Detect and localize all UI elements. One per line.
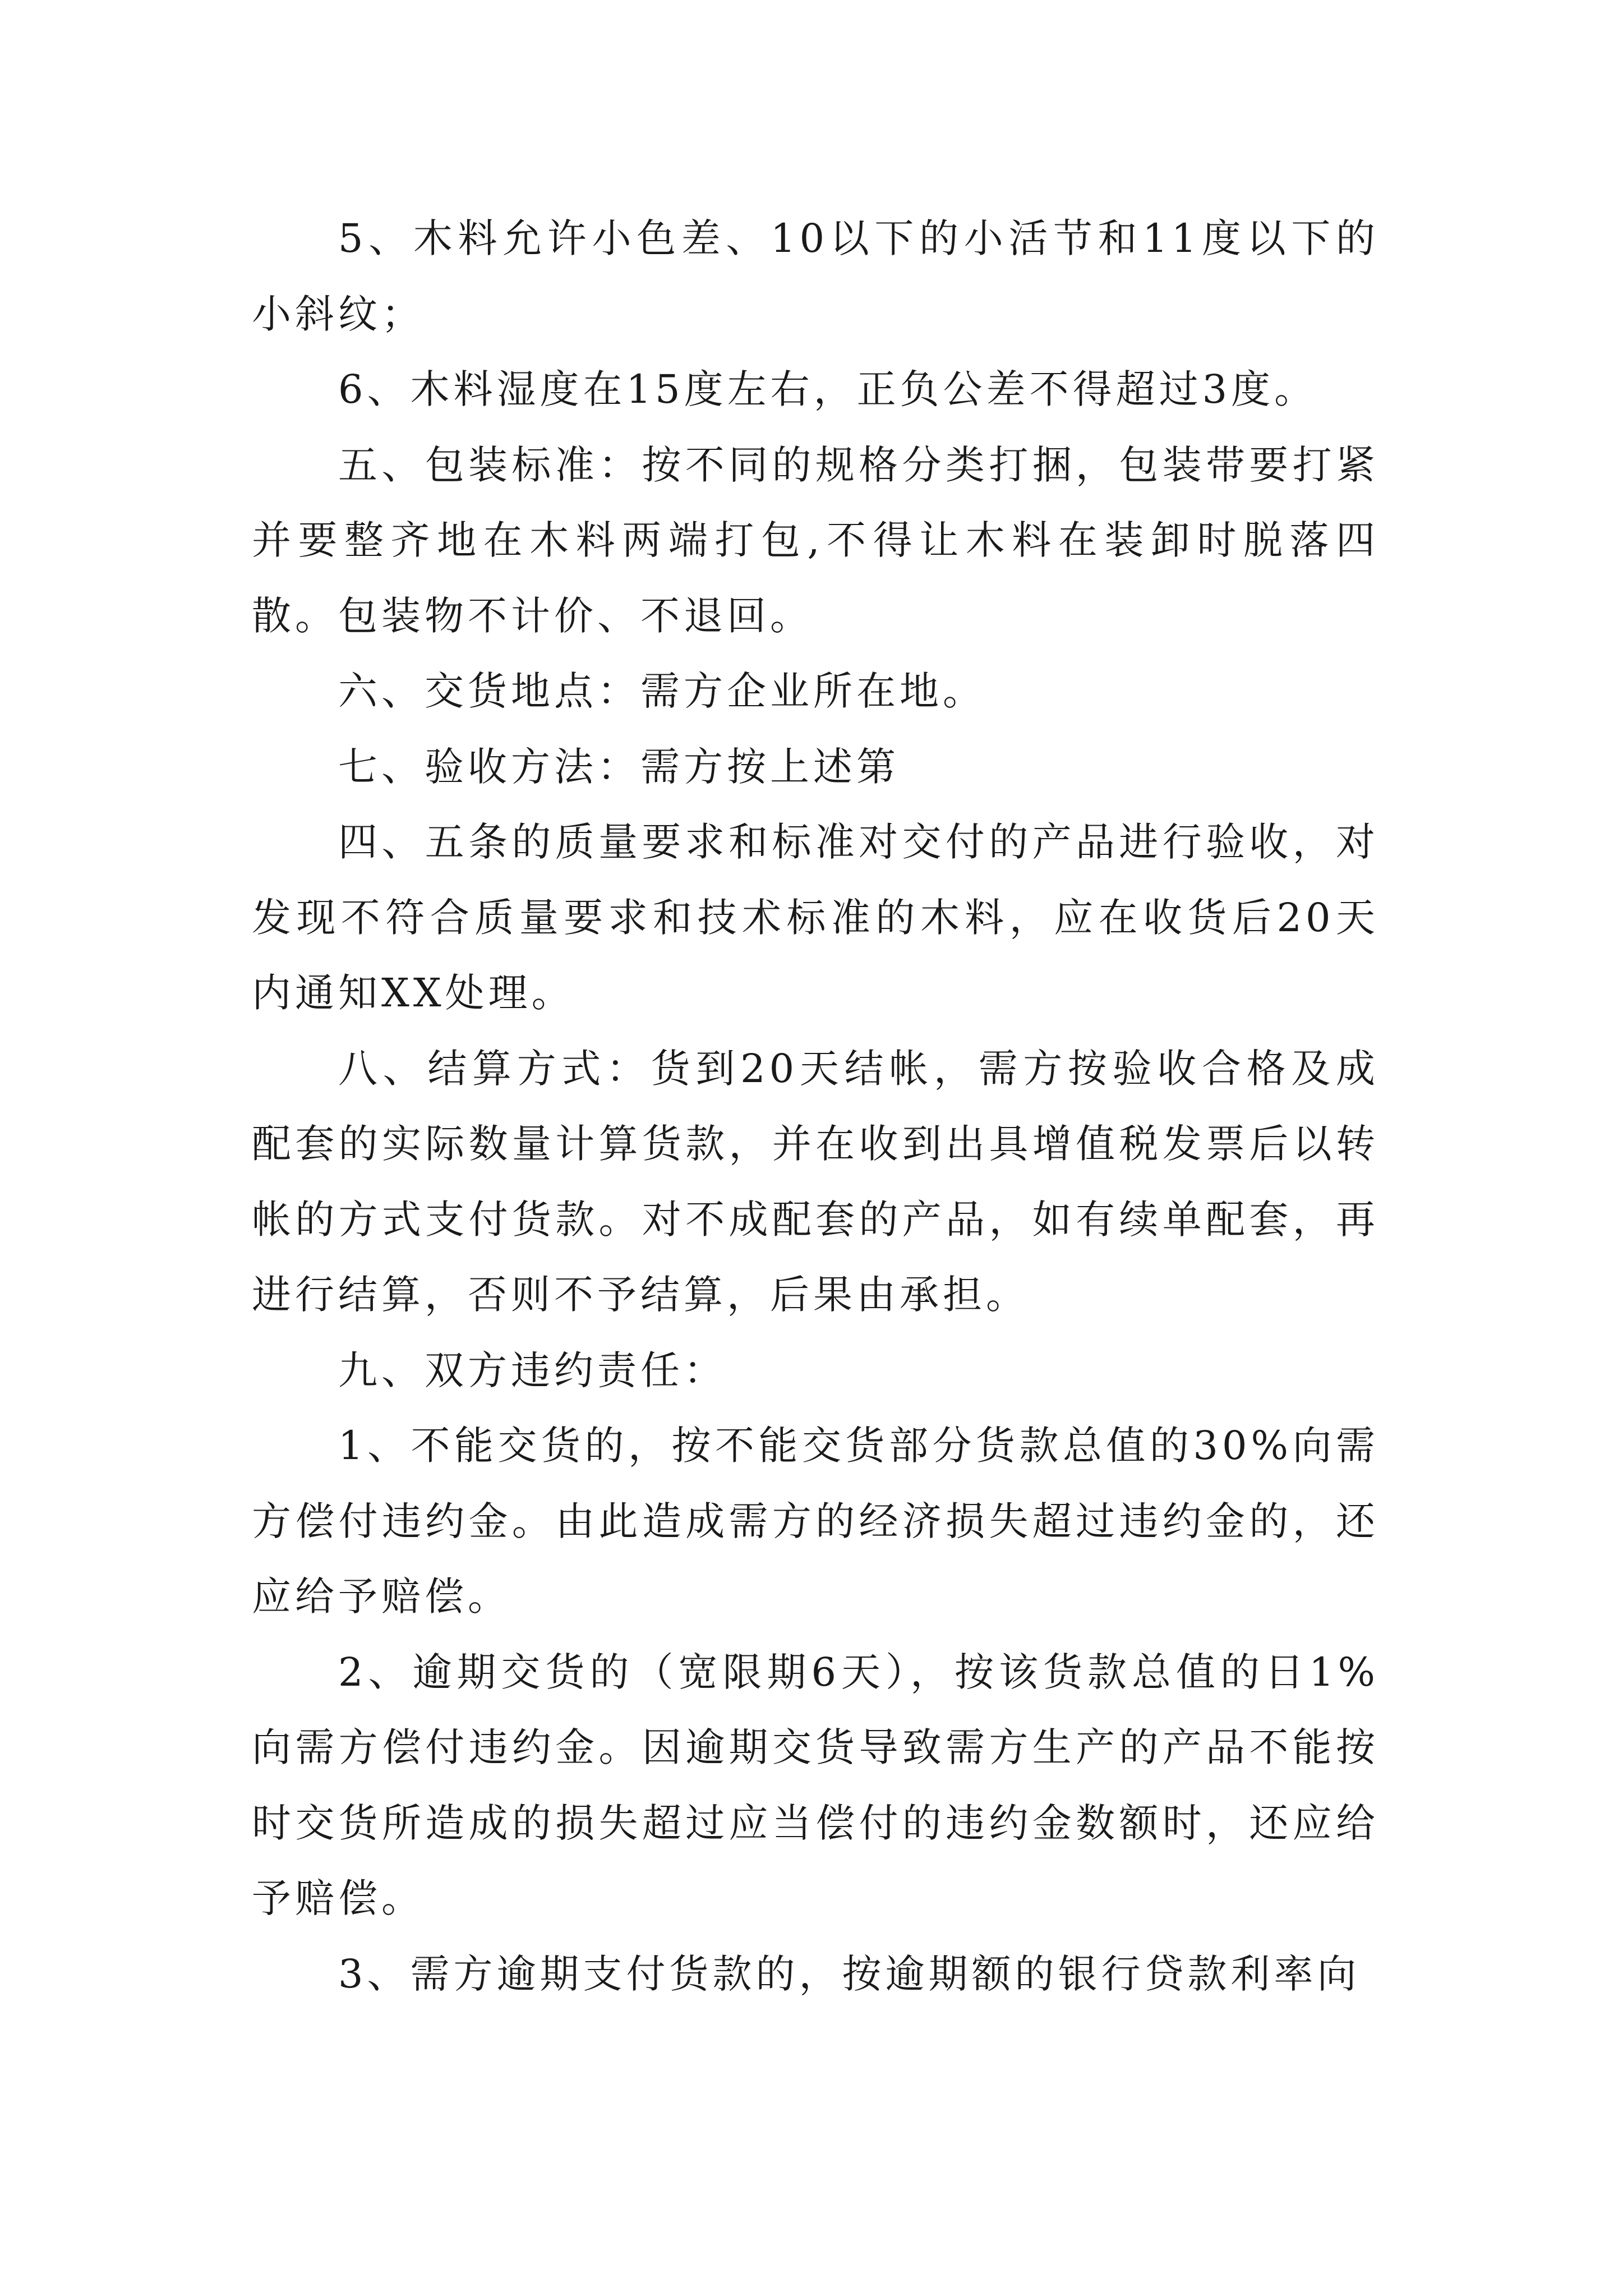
paragraph-settlement-method: 八、结算方式：货到20天结帐，需方按验收合格及成配套的实际数量计算货款，并在收到出具增值税发票后以转帐的方式支付货款。对不成配套的产品，如有续单配套，再进行结算，否则不予结算，后果由承担。: [252, 1045, 1379, 1318]
paragraph-breach-late-payment: 3、需方逾期支付货款的，按逾期额的银行贷款利率向: [338, 1950, 1361, 1997]
paragraph-delivery-location: 六、交货地点：需方企业所在地。: [338, 668, 986, 714]
paragraph-acceptance-clauses: 四、五条的质量要求和标准对交付的产品进行验收，对发现不符合质量要求和技术标准的木料，应在收货后20天内通知XX处理。: [252, 819, 1379, 1016]
paragraph-packaging-standard: 五、包装标准：按不同的规格分类打捆，包装带要打紧并要整齐地在木料两端打包,不得让木料在装卸时脱落四散。包装物不计价、不退回。: [252, 441, 1379, 639]
paragraph-breach-non-delivery: 1、不能交货的，按不能交货部分货款总值的30%向需方偿付违约金。由此造成需方的经济损失超过违约金的，还应给予赔偿。: [252, 1423, 1379, 1619]
paragraph-breach-late-delivery: 2、逾期交货的（宽限期6天），按该货款总值的日1%向需方偿付违约金。因逾期交货导致需方生产的产品不能按时交货所造成的损失超过应当偿付的违约金数额时，还应给予赔偿。: [252, 1649, 1379, 1921]
paragraph-wood-moisture: 6、木料湿度在15度左右，正负公差不得超过3度。: [338, 366, 1318, 412]
paragraph-acceptance-method: 七、验收方法：需方按上述第: [338, 743, 900, 790]
contract-body: [252, 201, 1379, 2012]
paragraph-breach-liability-heading: 九、双方违约责任：: [338, 1347, 727, 1393]
paragraph-wood-defects: 5、木料允许小色差、10以下的小活节和11度以下的小斜纹；: [252, 215, 1379, 337]
